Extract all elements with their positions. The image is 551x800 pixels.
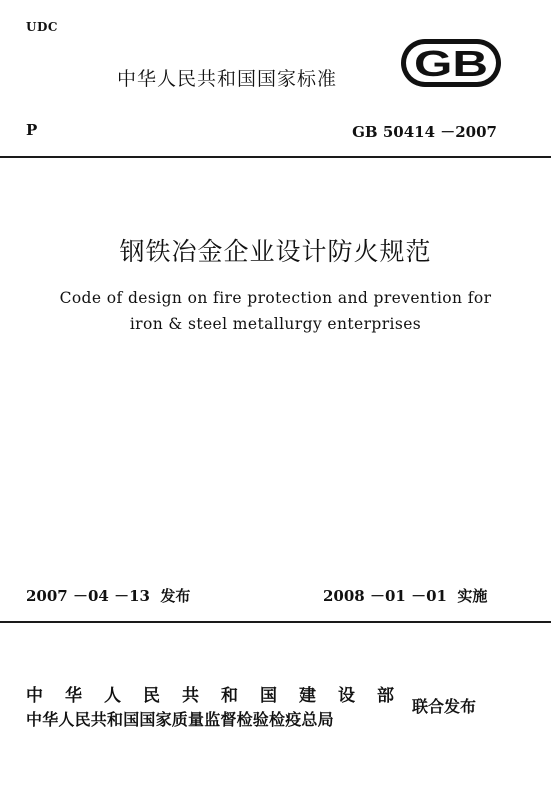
- issuer-char: 建: [299, 686, 316, 706]
- issuer-char: 和: [221, 686, 238, 706]
- issuer-char: 设: [338, 686, 355, 706]
- standard-number: GB 50414 －2007: [352, 123, 497, 141]
- top-divider: [0, 156, 551, 158]
- bottom-divider: [0, 621, 551, 623]
- issuer-aqsiq: 中华人民共和国国家质量监督检验检疫总局: [26, 710, 334, 729]
- gb-logo-text: GB: [414, 43, 488, 84]
- classification-code: P: [26, 121, 38, 139]
- issuer-char: 中: [26, 686, 43, 706]
- issuer-char: 共: [182, 686, 199, 706]
- joint-release-label: 联合发布: [412, 697, 477, 716]
- english-title-line-1: Code of design on fire protection and prevention for: [59, 289, 492, 307]
- issuer-char: 华: [65, 686, 82, 706]
- document-title-chinese: 钢铁冶金企业设计防火规范: [119, 237, 432, 266]
- issuer-char: 民: [143, 686, 160, 706]
- english-title-line-2: iron & steel metallurgy enterprises: [129, 315, 422, 333]
- issuer-char: 国: [260, 686, 277, 706]
- udc-label: UDC: [26, 20, 58, 34]
- document-title-english: [0, 285, 551, 337]
- issuer-char: 人: [104, 686, 121, 706]
- issuer-char: 部: [377, 686, 394, 706]
- issue-date: 2007 －04 －13 发布: [26, 587, 191, 605]
- implementation-date: 2008 －01 －01 实施: [323, 587, 488, 605]
- issuer-ministry-of-construction: [26, 681, 394, 706]
- national-standard-heading: 中华人民共和国国家标准: [117, 68, 338, 90]
- gb-logo: [400, 38, 502, 88]
